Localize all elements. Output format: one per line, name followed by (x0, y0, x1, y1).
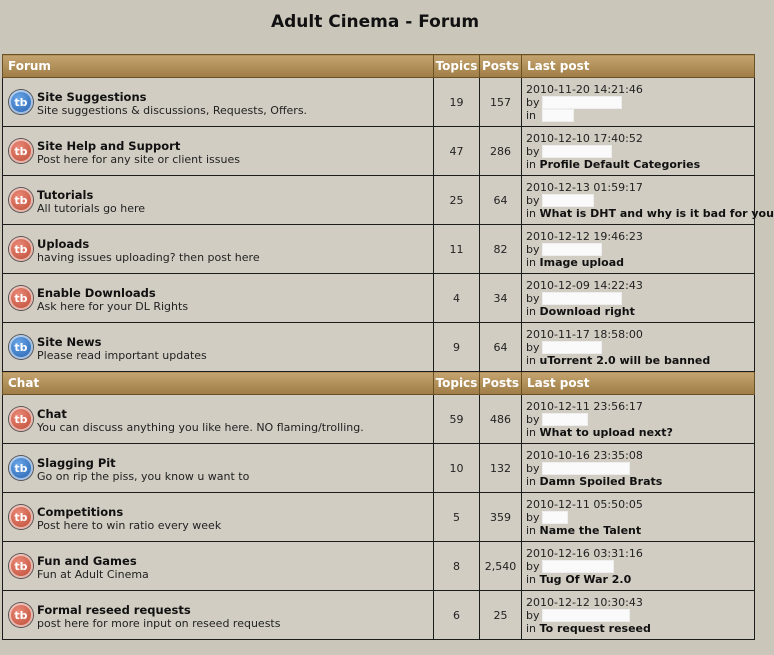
last-post-in-label: in (526, 353, 537, 367)
redacted-username (543, 610, 629, 621)
forum-row (3, 78, 755, 127)
tb-red-icon: tb (9, 603, 33, 627)
forum-title-link[interactable]: Uploads (37, 237, 90, 251)
redacted-username (543, 146, 611, 157)
posts-count: 132 (480, 444, 522, 493)
redacted-username (543, 293, 621, 304)
last-post-date: 2010-11-17 18:58:00 (526, 327, 643, 341)
last-post-topic-link[interactable]: To request reseed (539, 621, 651, 635)
forum-title-link[interactable]: Site News (37, 335, 102, 349)
tb-red-icon: tb (9, 237, 33, 261)
forum-description: Ask here for your DL Rights (37, 300, 189, 313)
topics-count: 5 (434, 493, 480, 542)
last-post-cell (522, 225, 755, 274)
posts-header: Posts (480, 55, 522, 78)
last-post-date: 2010-10-16 23:35:08 (526, 448, 643, 462)
tb-blue-icon: tb (9, 456, 33, 480)
last-post-topic-link[interactable]: What is DHT and why is it bad for you (539, 206, 774, 220)
tb-red-icon: tb (9, 286, 33, 310)
forum-title-link[interactable]: Fun and Games (37, 554, 137, 568)
forum-description: having issues uploading? then post here (37, 251, 260, 264)
last-post-cell (522, 274, 755, 323)
last-post-cell (522, 127, 755, 176)
forum-title-link[interactable]: Site Suggestions (37, 90, 147, 104)
tb-red-icon: tb (9, 139, 33, 163)
posts-count: 157 (480, 78, 522, 127)
posts-count: 2,540 (480, 542, 522, 591)
section-title: Chat (3, 372, 434, 395)
forum-title-link[interactable]: Tutorials (37, 188, 94, 202)
last-post-date: 2010-11-20 14:21:46 (526, 82, 643, 96)
last-post-date: 2010-12-13 01:59:17 (526, 180, 643, 194)
redacted-username (543, 561, 613, 572)
last-post-by-label: by (526, 510, 540, 524)
last-post-by-label: by (526, 144, 540, 158)
posts-count: 359 (480, 493, 522, 542)
last-post-by-label: by (526, 242, 540, 256)
forum-cell (3, 225, 434, 274)
last-post-topic-link[interactable]: Name the Talent (539, 523, 642, 537)
forum-title-link[interactable]: Slagging Pit (37, 456, 116, 470)
last-post-cell (522, 591, 755, 640)
redacted-username (543, 195, 593, 206)
last-post-by-label: by (526, 291, 540, 305)
forum-cell (3, 591, 434, 640)
posts-header: Posts (480, 372, 522, 395)
last-post-in-label: in (526, 572, 537, 586)
last-post-by-label: by (526, 95, 540, 109)
redacted-username (543, 244, 601, 255)
last-post-cell (522, 542, 755, 591)
tb-red-icon: tb (9, 407, 33, 431)
last-post-date: 2010-12-11 05:50:05 (526, 497, 643, 511)
topics-count: 9 (434, 323, 480, 372)
forum-cell (3, 127, 434, 176)
last-post-date: 2010-12-11 23:56:17 (526, 399, 643, 413)
forum-description: Post here to win ratio every week (37, 519, 222, 532)
forum-cell (3, 395, 434, 444)
redacted-username (543, 414, 587, 425)
redacted-topic (543, 110, 573, 121)
forum-description: You can discuss anything you like here. NO flaming/trolling. (37, 421, 364, 434)
forum-title-link[interactable]: Enable Downloads (37, 286, 156, 300)
forum-row (3, 127, 755, 176)
last-post-by-label: by (526, 340, 540, 354)
posts-count: 25 (480, 591, 522, 640)
last-post-in-label: in (526, 425, 537, 439)
topics-header: Topics (434, 372, 480, 395)
posts-count: 34 (480, 274, 522, 323)
tb-red-icon: tb (9, 188, 33, 212)
forum-cell (3, 542, 434, 591)
topics-count: 8 (434, 542, 480, 591)
forum-row (3, 542, 755, 591)
topics-count: 25 (434, 176, 480, 225)
last-post-date: 2010-12-12 10:30:43 (526, 595, 643, 609)
forum-cell (3, 274, 434, 323)
forum-description: Fun at Adult Cinema (37, 568, 149, 581)
forum-description: Post here for any site or client issues (37, 153, 240, 166)
tb-blue-icon: tb (9, 335, 33, 359)
last-post-in-label: in (526, 523, 537, 537)
last-post-in-label: in (526, 206, 537, 220)
posts-count: 82 (480, 225, 522, 274)
last-post-cell (522, 444, 755, 493)
tb-blue-icon: tb (9, 90, 33, 114)
forum-cell (3, 323, 434, 372)
forum-cell (3, 444, 434, 493)
posts-count: 286 (480, 127, 522, 176)
last-post-in-label: in (526, 474, 537, 488)
forum-description: post here for more input on reseed requests (37, 617, 281, 630)
last-post-cell (522, 78, 755, 127)
topics-count: 19 (434, 78, 480, 127)
forum-description: Site suggestions & discussions, Requests, Offers. (37, 104, 308, 117)
topics-count: 47 (434, 127, 480, 176)
topics-count: 59 (434, 395, 480, 444)
forum-cell (3, 176, 434, 225)
redacted-username (543, 342, 601, 353)
tb-red-icon: tb (9, 505, 33, 529)
forum-row (3, 274, 755, 323)
last-post-topic-link[interactable]: Tug Of War 2.0 (539, 572, 632, 586)
last-post-date: 2010-12-16 03:31:16 (526, 546, 643, 560)
last-post-topic-link[interactable]: Profile Default Categories (539, 157, 701, 171)
last-post-by-label: by (526, 193, 540, 207)
last-post-cell (522, 323, 755, 372)
last-post-topic-link[interactable]: Damn Spoiled Brats (539, 474, 663, 488)
page-title: Adult Cinema - Forum (270, 12, 480, 32)
last-post-in-label: in (526, 108, 537, 122)
forum-table (2, 54, 774, 640)
last-post-topic-link[interactable]: uTorrent 2.0 will be banned (539, 353, 711, 367)
redacted-username (543, 97, 621, 108)
forum-row (3, 493, 755, 542)
forum-title-link[interactable]: Site Help and Support (37, 139, 181, 153)
forum-row (3, 323, 755, 372)
forum-title-link[interactable]: Formal reseed requests (37, 603, 191, 617)
posts-count: 486 (480, 395, 522, 444)
last-post-date: 2010-12-09 14:22:43 (526, 278, 643, 292)
tb-red-icon: tb (9, 554, 33, 578)
redacted-username (543, 512, 567, 523)
last-post-cell (522, 493, 755, 542)
section-header (3, 372, 755, 395)
last-post-date: 2010-12-12 19:46:23 (526, 229, 643, 243)
forum-description: All tutorials go here (37, 202, 146, 215)
last-post-by-label: by (526, 412, 540, 426)
topics-header: Topics (434, 55, 480, 78)
section-header (3, 55, 755, 78)
last-post-in-label: in (526, 255, 537, 269)
redacted-username (543, 463, 629, 474)
forum-cell (3, 78, 434, 127)
forum-row (3, 176, 755, 225)
last-post-header: Last post (522, 55, 755, 78)
last-post-cell (522, 176, 774, 225)
topics-count: 4 (434, 274, 480, 323)
last-post-topic-link[interactable]: Download right (539, 304, 635, 318)
last-post-header: Last post (522, 372, 755, 395)
posts-count: 64 (480, 176, 522, 225)
forum-row (3, 395, 755, 444)
last-post-by-label: by (526, 608, 540, 622)
forum-description: Please read important updates (37, 349, 207, 362)
forum-cell (3, 493, 434, 542)
forum-title-link[interactable]: Chat (37, 407, 67, 421)
forum-row (3, 444, 755, 493)
posts-count: 64 (480, 323, 522, 372)
section-title: Forum (3, 55, 434, 78)
last-post-date: 2010-12-10 17:40:52 (526, 131, 643, 145)
forum-row (3, 591, 755, 640)
forum-title-link[interactable]: Competitions (37, 505, 124, 519)
last-post-cell (522, 395, 755, 444)
last-post-in-label: in (526, 621, 537, 635)
last-post-topic-link[interactable]: Image upload (539, 255, 625, 269)
topics-count: 6 (434, 591, 480, 640)
last-post-by-label: by (526, 461, 540, 475)
last-post-in-label: in (526, 157, 537, 171)
last-post-topic-link[interactable]: What to upload next? (539, 425, 673, 439)
forum-description: Go on rip the piss, you know u want to (37, 470, 250, 483)
topics-count: 11 (434, 225, 480, 274)
last-post-in-label: in (526, 304, 537, 318)
last-post-by-label: by (526, 559, 540, 573)
topics-count: 10 (434, 444, 480, 493)
forum-row (3, 225, 755, 274)
